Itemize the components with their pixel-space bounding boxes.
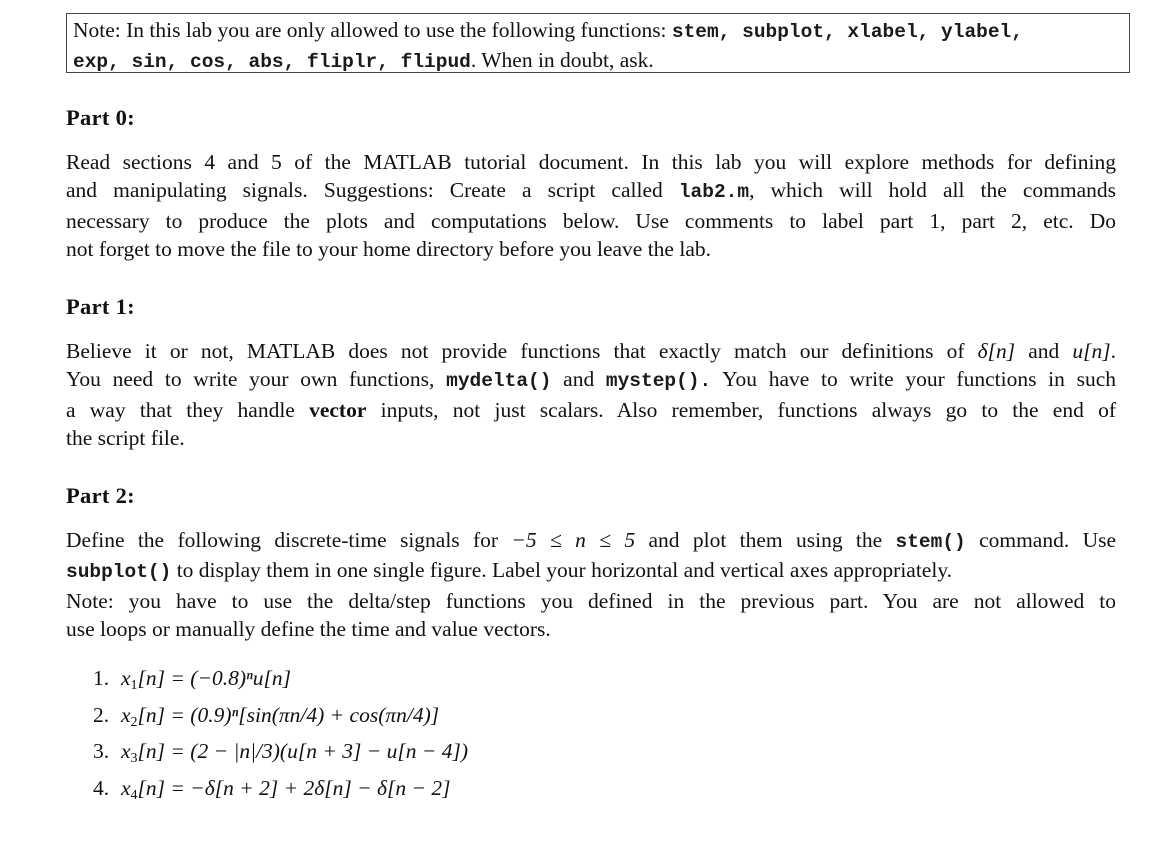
part0-line-4: not forget to move the file to your home directory before you leave the lab. [66, 237, 711, 262]
part0-line-2-text: and manipulating signals. Suggestions: Create a script called [66, 178, 679, 203]
part0-line-1: Read sections 4 and 5 of the MATLAB tutorial document. In this lab you will explore methods for defining [66, 150, 1116, 174]
part1-line-1 [66, 337, 1116, 365]
note-text: Note: In this lab you are only allowed to use the following functions: [73, 18, 672, 42]
part1-line-2 [66, 365, 1116, 395]
equation-item [93, 733, 468, 770]
equation-item [93, 770, 468, 807]
part1-line-3 [66, 396, 1116, 424]
part0-line-2-suffix: , which will hold all the commands [749, 178, 1117, 203]
part2-line-3: Note: you have to use the delta/step functions you defined in the previous part. You are not allowed to [66, 588, 1116, 613]
delta-arg: [n] [987, 339, 1016, 363]
equation-rhs: = −δ[n + 2] + 2δ[n] − δ[n − 2] [170, 775, 451, 800]
period: . [1110, 339, 1116, 363]
stem-func: stem() [895, 531, 966, 553]
part1-line-2-suffix: You have to write your functions in such [711, 367, 1116, 392]
lhs-var: x [121, 775, 131, 800]
signal-equations-list [93, 660, 468, 806]
lhs-var: x [121, 739, 131, 763]
script-filename: lab2.m [678, 181, 750, 204]
lhs-sub: 1 [130, 678, 138, 693]
part0-paragraph [66, 148, 1116, 264]
equation-lhs: $x_2[n]$ [121, 702, 171, 730]
mystep-func: mystep(). [605, 370, 712, 393]
part2-line-4: use loops or manually define the time and value vectors. [66, 617, 551, 642]
part2-line-1-suffix: command. Use [965, 528, 1117, 552]
equation-item [93, 697, 468, 734]
subplot-func: subplot() [66, 561, 172, 584]
part2-line-1-mid: and plot them using the [635, 528, 896, 552]
allowed-functions-1: stem, subplot, xlabel, ylabel, [671, 21, 1023, 43]
equation-number: 4. [93, 775, 110, 800]
equation-item [93, 660, 468, 697]
part1-line-3-text: a way that they handle [66, 397, 310, 422]
lhs-sub: 4 [130, 787, 138, 803]
part1-title: Part 1: [66, 294, 135, 319]
lhs-sub: 2 [130, 714, 138, 730]
equation-rhs: = (0.9)ⁿ[sin(πn/4) + cos(πn/4)] [170, 702, 440, 727]
note-box [66, 13, 1130, 73]
n-range: −5 ≤ n ≤ 5 [511, 528, 636, 552]
equation-number: 1. [93, 666, 110, 690]
part1-line-2-text: You need to write your own functions, [66, 367, 447, 392]
mydelta-func: mydelta() [446, 370, 552, 393]
delta-symbol: δ [977, 339, 988, 363]
part1-line-4: the script file. [66, 426, 185, 451]
equation-rhs: = (2 − |n|/3)(u[n + 3] − u[n − 4]) [170, 739, 468, 763]
equation-rhs: = (−0.8)ⁿu[n] [170, 666, 291, 690]
part1-paragraph [66, 337, 1116, 453]
part1-line-3-suffix: inputs, not just scalars. Also remember, functions always go to the end of [366, 397, 1116, 422]
lhs-var: x [121, 666, 131, 690]
part2-line-2 [66, 556, 1116, 586]
note-line-1 [73, 16, 1129, 46]
lhs-sub: 3 [130, 751, 138, 766]
equation-lhs: $x_4[n]$ [121, 775, 171, 803]
part0-title: Part 0: [66, 105, 135, 130]
note-text-end: . When in doubt, ask. [470, 48, 654, 72]
part2-line-1 [66, 526, 1116, 556]
vector-emphasis: vector [309, 397, 367, 422]
part2-line-1-text: Define the following discrete-time signals for [66, 528, 512, 552]
u-symbol: u [1072, 339, 1084, 363]
lhs-var: x [121, 702, 131, 727]
part1-line-1-text: Believe it or not, MATLAB does not provide functions that exactly match our definitions of [66, 339, 978, 363]
part0-line-3: necessary to produce the plots and computations below. Use comments to label part 1, part 2, etc. Do [66, 208, 1116, 233]
part1-line-2-mid: and [551, 367, 606, 392]
part2-line-2-text: to display them in one single figure. Label your horizontal and vertical axes appropriately. [171, 558, 953, 583]
note-line-2 [73, 46, 1129, 76]
part2-title: Part 2: [66, 483, 135, 508]
equation-lhs: $x_1[n]$ [121, 666, 171, 693]
part0-line-2 [66, 176, 1116, 206]
u-arg: [n] [1083, 339, 1111, 363]
and-text: and [1015, 339, 1073, 363]
equation-lhs: $x_3[n]$ [121, 739, 171, 766]
equation-number: 3. [93, 739, 110, 763]
part2-paragraph [66, 526, 1116, 644]
allowed-functions-2: exp, sin, cos, abs, fliplr, flipud [73, 51, 471, 73]
equation-number: 2. [93, 702, 110, 727]
